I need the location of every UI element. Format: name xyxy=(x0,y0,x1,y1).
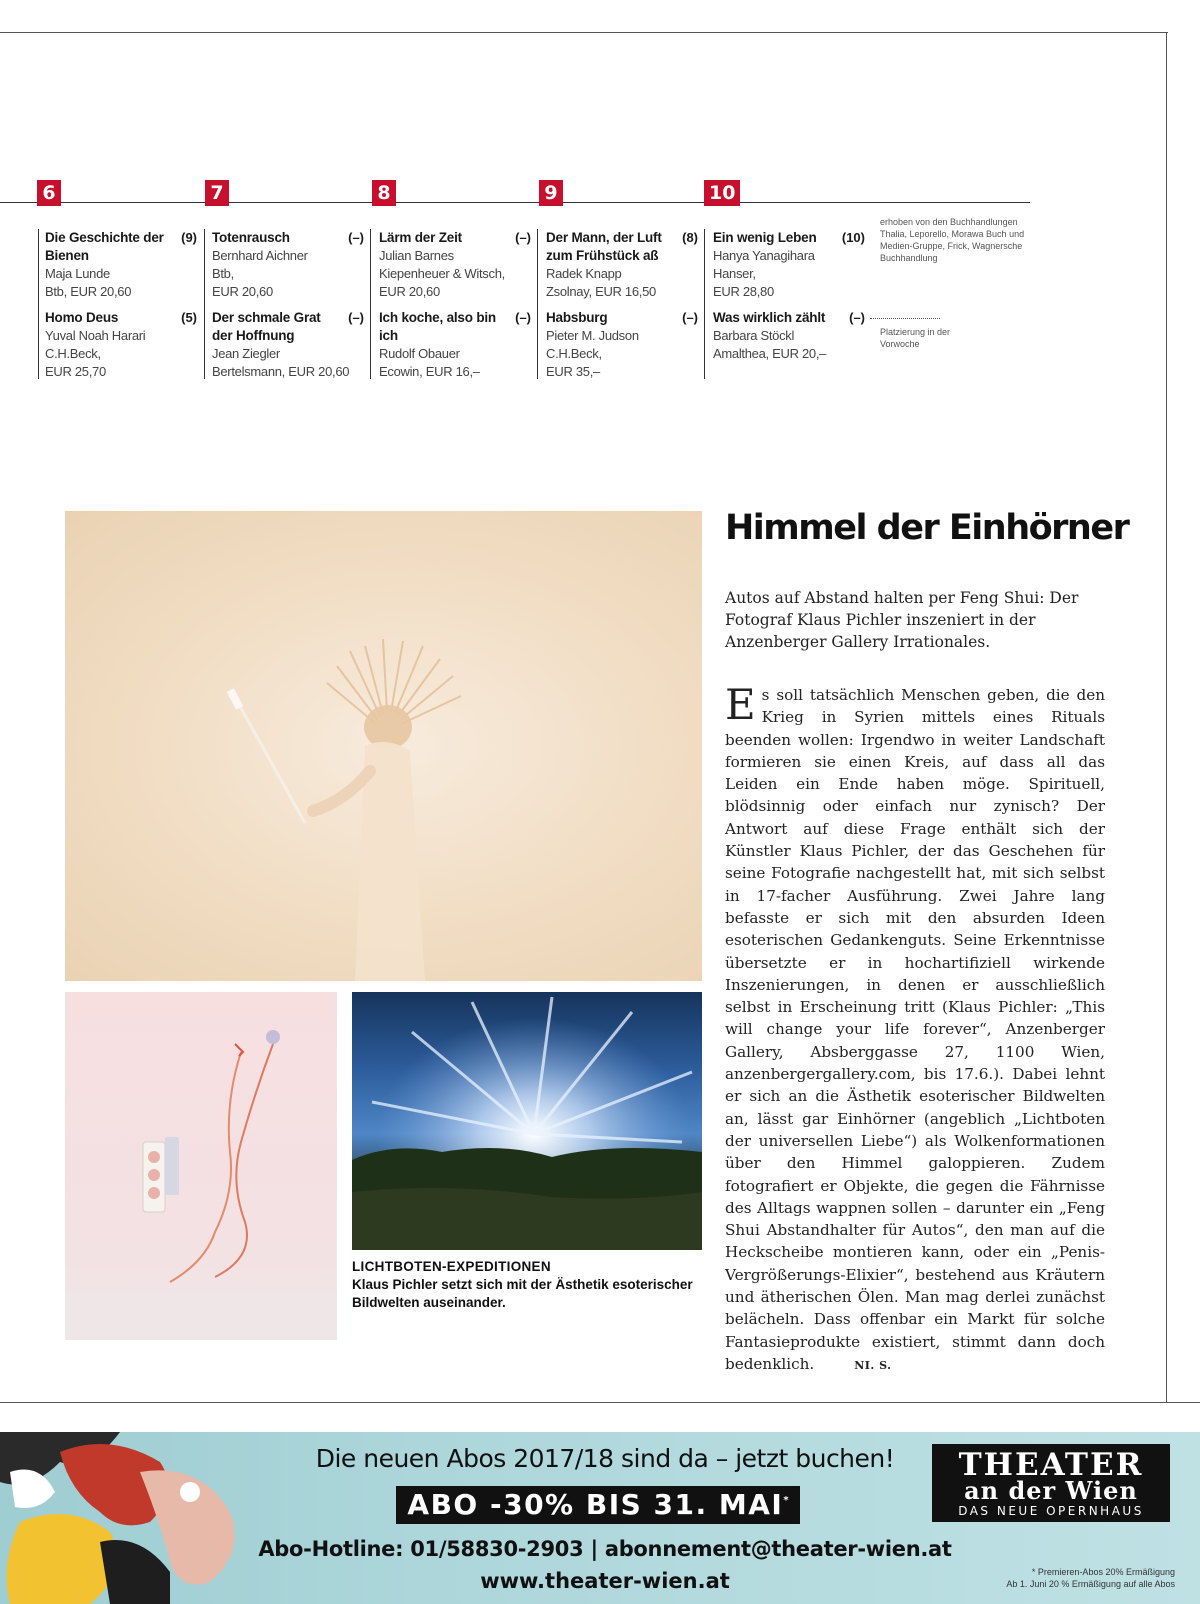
book-title: Die Geschichte der Bienen xyxy=(45,230,164,263)
book-title: Homo Deus xyxy=(45,310,119,325)
fine-print-line: * Premieren-Abos 20% Ermäßigung xyxy=(1031,1567,1175,1577)
book-author: Barbara Stöckl xyxy=(713,328,795,343)
poster-collage-image xyxy=(0,1432,250,1604)
book-author: Yuval Noah Harari xyxy=(45,328,146,343)
book-entry xyxy=(713,229,865,309)
column-divider xyxy=(537,229,538,379)
list-source-note: erhoben von den Buchhandlungen Thalia, Leporello, Morawa Buch und Medien-Gruppe, Frick, Wagnersche Buchhandlung xyxy=(880,217,1025,263)
legend-dotted-line xyxy=(870,318,940,319)
list-column xyxy=(45,229,197,389)
book-title: Was wirklich zählt xyxy=(713,310,826,325)
book-entry xyxy=(45,229,197,309)
ad-headline: Die neuen Abos 2017/18 sind da – jetzt buchen! xyxy=(315,1444,895,1473)
rank-badge: 9 xyxy=(539,180,563,206)
offer-text: ABO -30% BIS 31. MAI xyxy=(407,1488,784,1521)
book-entry xyxy=(45,309,197,389)
book-publisher: Amalthea, EUR 20,– xyxy=(713,346,827,361)
rank-badge: 7 xyxy=(205,180,229,206)
page-frame-top xyxy=(0,32,1168,33)
previous-rank: (9) xyxy=(181,230,197,245)
previous-rank: (–) xyxy=(515,230,531,245)
book-title: Der Mann, der Luft zum Frühstück aß xyxy=(546,230,662,263)
caption-text: Klaus Pichler setzt sich mit der Ästhetik esoterischer Bildwelten auseinander. xyxy=(352,1277,693,1310)
article-body xyxy=(725,680,1105,1377)
book-entry xyxy=(379,229,531,309)
book-publisher: Bertelsmann, EUR 20,60 xyxy=(212,364,350,379)
book-publisher: Ecowin, EUR 16,– xyxy=(379,364,480,379)
book-entry xyxy=(212,229,364,309)
book-author: Maja Lunde xyxy=(45,266,110,281)
page-frame-right xyxy=(1166,32,1167,1402)
book-author: Hanya Yanagihara xyxy=(713,248,815,263)
book-publisher: Btb, EUR 20,60 xyxy=(45,284,132,299)
ad-fine-print xyxy=(960,1566,1175,1590)
article-text: s soll tatsächlich Menschen geben, die den Krieg in Syrien mittels eines Rituals beenden wollen: Irgendwo in weiter Landschaft formieren sie einen Kreis, auf dass all das Leiden ein Ende haben möge. Spirituell, blödsinnig oder einfach nur zynisch? Der Antwort auf diese Frage enthält sich der Künstler Klaus Pichler, der das Geschehen für seine Fotografie nachgestellt hat, mit sich selbst in 17-facher Ausführung. Zwei Jahre lang befasste er sich mit den absurden Ideen esoterischen Gedankenguts. Seine Erkenntnisse übersetzte er in hochartifiziell wirkende Inszenierungen, in denen er ausschließlich selbst in Erscheinung tritt (Klaus Pichler: „This will change your life forever“, Anzenberger Gallery, Absberggasse 27, 1100 Wien, anzenbergergallery.com, bis 17.6.). Dabei lehnt er sich an die Ästhetik esoterischer Bildwelten an, lässt gar Einhörner (angeblich „Lichtboten der universellen Liebe“) als Wolkenformationen über den Himmel galoppieren. Zudem fotografiert er Objekte, die gegen die Fährnisse des Alltags wappnen sollen – darunter ein „Feng Shui Abstandhalter für Autos“, den man auf die Heckscheibe montieren kann, oder ein „Penis-Vergrößerungs-Elixier“, bestehend aus Kräutern und ätherischen Ölen. Man mag derlei zunächst belächeln. Dass offenbar ein Markt für solche Fantasieprodukte existiert, stimmt dann doch bedenklich. xyxy=(725,686,1105,1373)
book-title: Ein wenig Leben xyxy=(713,230,817,245)
book-publisher: C.H.Beck, xyxy=(45,346,101,361)
previous-rank: (–) xyxy=(849,310,865,325)
book-author: Radek Knapp xyxy=(546,266,622,281)
book-title: Habsburg xyxy=(546,310,608,325)
article-headline: Himmel der Einhörner xyxy=(725,508,1129,548)
book-title: Totenrausch xyxy=(212,230,290,245)
previous-rank: (–) xyxy=(682,310,698,325)
figure-with-halo-image xyxy=(65,511,702,981)
book-entry xyxy=(546,309,698,389)
logo-line-an-der-wien: an der Wien xyxy=(964,1476,1138,1505)
previous-rank: (–) xyxy=(348,230,364,245)
book-price: EUR 20,60 xyxy=(379,284,440,299)
book-price: EUR 28,80 xyxy=(713,284,774,299)
offer-footnote-mark: * xyxy=(783,1495,789,1506)
sky-photo xyxy=(352,992,702,1250)
book-title: Lärm der Zeit xyxy=(379,230,462,245)
photo-caption xyxy=(352,1258,702,1312)
previous-rank: (10) xyxy=(841,230,865,245)
list-column xyxy=(212,229,364,389)
list-column xyxy=(546,229,698,389)
book-price: EUR 20,60 xyxy=(212,284,273,299)
book-publisher: Hanser, xyxy=(713,266,756,281)
list-column xyxy=(379,229,531,389)
ad-website-link[interactable]: www.theater-wien.at xyxy=(480,1569,730,1593)
power-strip-image xyxy=(65,992,337,1340)
legend-note: Platzierung in der Vorwoche xyxy=(880,327,951,349)
book-author: Julian Barnes xyxy=(379,248,454,263)
power-strip-photo xyxy=(65,992,337,1340)
book-author: Jean Ziegler xyxy=(212,346,280,361)
column-divider xyxy=(38,229,39,379)
book-entry xyxy=(212,309,364,389)
main-photo xyxy=(65,511,702,981)
book-entry xyxy=(379,309,531,389)
logo-line-theater: THEATER xyxy=(958,1447,1144,1483)
column-divider xyxy=(204,229,205,379)
book-author: Pieter M. Judson xyxy=(546,328,639,343)
fine-print-line: Ab 1. Juni 20 % Ermäßigung auf alle Abos xyxy=(1006,1579,1175,1589)
previous-rank: (8) xyxy=(682,230,698,245)
previous-rank: (5) xyxy=(181,310,197,325)
book-title: Ich koche, also bin ich xyxy=(379,310,496,343)
theater-logo xyxy=(932,1444,1170,1522)
rank-rule xyxy=(0,202,1030,203)
theater-advertisement[interactable] xyxy=(0,1432,1200,1604)
book-publisher: C.H.Beck, xyxy=(546,346,602,361)
article-standfirst: Autos auf Abstand halten per Feng Shui: Der Fotograf Klaus Pichler inszeniert in der Anzenberger Gallery Irrationales. xyxy=(725,589,1079,651)
author-initials: NI. S. xyxy=(854,1358,892,1372)
book-author: Rudolf Obauer xyxy=(379,346,460,361)
page-frame-bottom xyxy=(0,1402,1200,1403)
book-title: Der schmale Grat der Hoffnung xyxy=(212,310,321,343)
drop-cap: E xyxy=(725,680,756,729)
ad-offer xyxy=(396,1486,800,1524)
column-divider xyxy=(704,229,705,379)
previous-rank: (–) xyxy=(515,310,531,325)
book-publisher: Kiepenheuer & Witsch, xyxy=(379,266,505,281)
book-price: EUR 35,– xyxy=(546,364,600,379)
rank-badge: 10 xyxy=(704,180,740,206)
column-divider xyxy=(370,229,371,379)
logo-line-opernhaus: DAS NEUE OPERNHAUS xyxy=(958,1504,1144,1518)
book-author: Bernhard Aichner xyxy=(212,248,308,263)
book-publisher: Zsolnay, EUR 16,50 xyxy=(546,284,656,299)
light-burst-image xyxy=(352,992,702,1250)
book-entry xyxy=(546,229,698,309)
list-column xyxy=(713,229,865,389)
rank-badge: 6 xyxy=(37,180,61,206)
previous-rank: (–) xyxy=(348,310,364,325)
book-publisher: Btb, xyxy=(212,266,234,281)
book-entry xyxy=(713,309,865,389)
rank-badge: 8 xyxy=(372,180,396,206)
caption-title: LICHTBOTEN-EXPEDITIONEN xyxy=(352,1259,551,1274)
book-price: EUR 25,70 xyxy=(45,364,106,379)
ad-contact-line[interactable]: Abo-Hotline: 01/58830-2903 | abonnement@theater-wien.at xyxy=(258,1537,952,1561)
